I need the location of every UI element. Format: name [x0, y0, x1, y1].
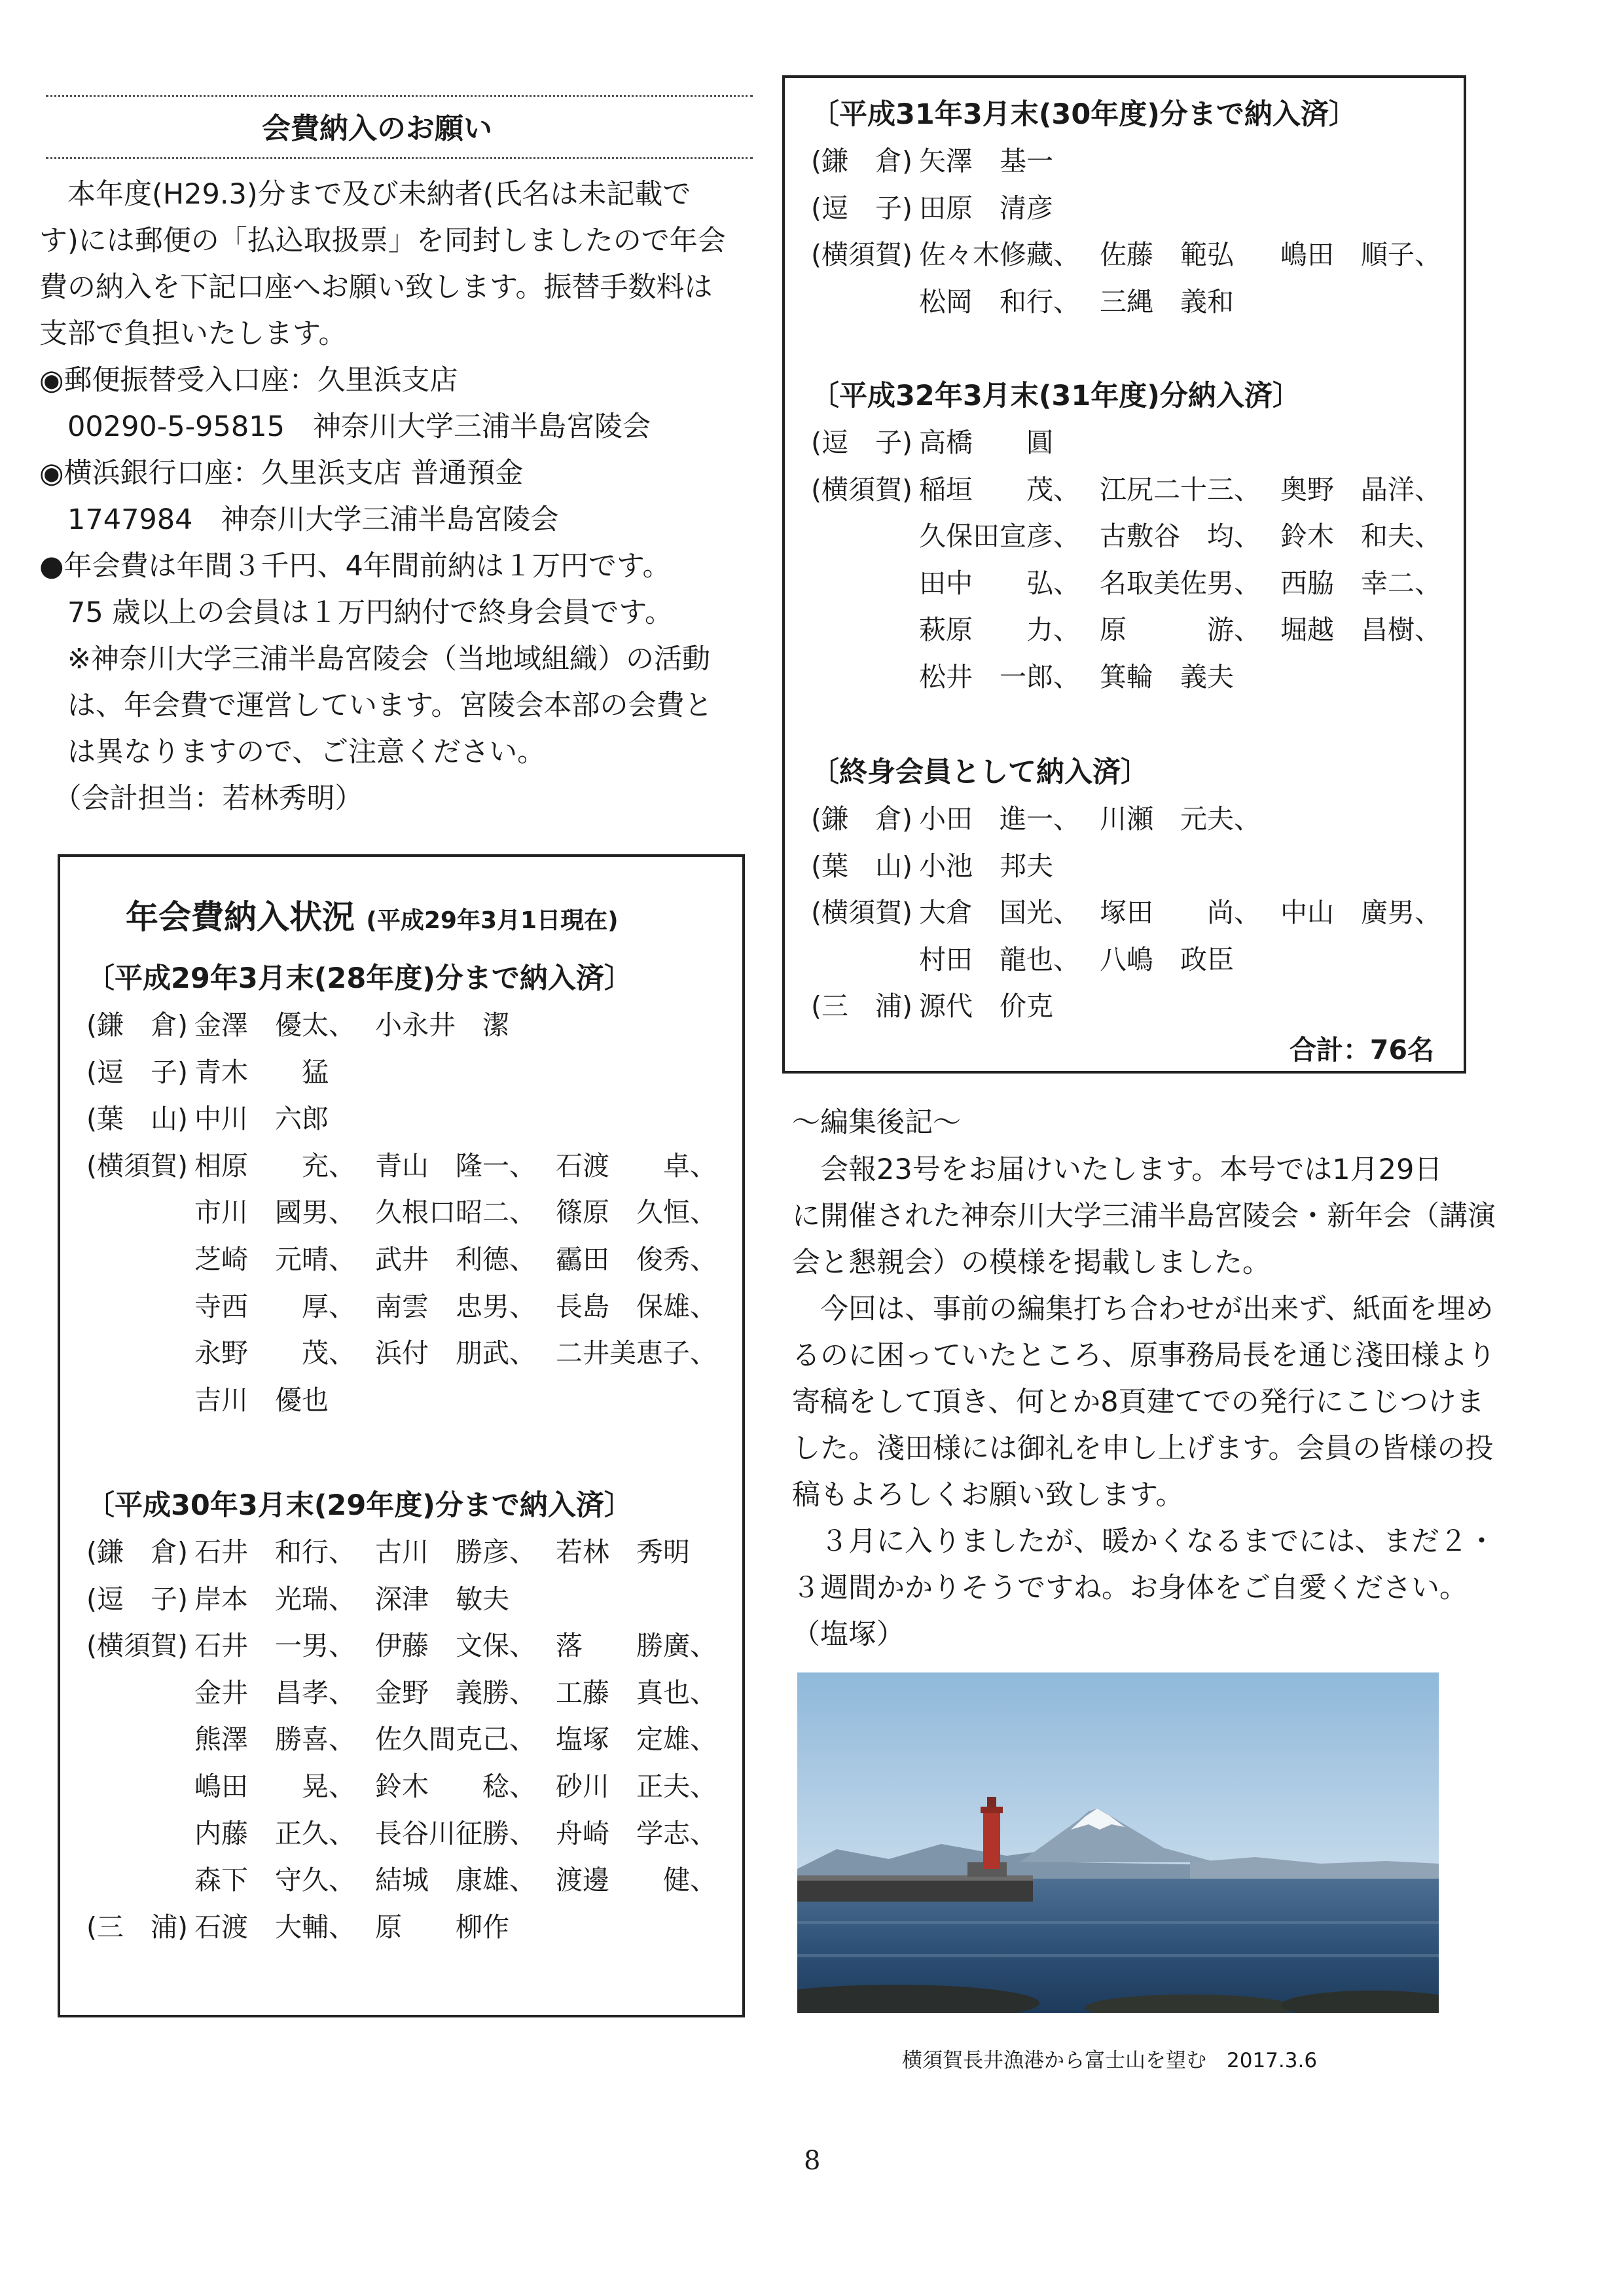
member-name: 原 柳作: [375, 1911, 509, 1943]
member-name: 靏田 俊秀、: [556, 1243, 717, 1275]
member-name: 結城 康雄、: [375, 1864, 536, 1896]
section-rows: [811, 796, 1441, 1030]
member-name: 中川 六郎: [194, 1103, 329, 1135]
member-name: 松井 一郎、: [919, 660, 1080, 693]
member-name: [1100, 185, 1280, 232]
request-line: ◉横浜銀行口座：久里浜支店 普通預金: [39, 457, 524, 490]
name-row: [811, 185, 1441, 232]
member-name: 鈴木 和夫、: [1280, 520, 1441, 552]
member-name: 松岡 和行、: [919, 285, 1080, 317]
status-subtitle: (平成29年3月1日現在): [366, 907, 619, 934]
postscript-line: に開催された神奈川大学三浦半島宮陵会・新年会（講演: [792, 1200, 1496, 1233]
name-row: [811, 232, 1441, 279]
request-line: 本年度(H29.3)分まで及び未納者(氏名は未記載で: [39, 178, 691, 211]
name-row: [811, 937, 1441, 984]
region-label: (逗 子): [811, 192, 912, 224]
name-row: [811, 654, 1441, 701]
status-title: 年会費納入状況: [126, 898, 355, 936]
member-name: 八嶋 政臣: [1100, 943, 1234, 975]
member-name: 熊澤 勝喜、: [194, 1724, 355, 1756]
region-label: [86, 1716, 194, 1763]
section-heading: 〔終身会員として納入済〕: [811, 756, 1149, 789]
name-row: [811, 513, 1441, 560]
member-name: 萩原 力、: [919, 614, 1080, 646]
harbor-photo: [797, 1672, 1439, 2013]
title-divider: [46, 157, 753, 159]
status-box-title: [126, 891, 619, 938]
region-label: (葉 山): [86, 1103, 188, 1135]
member-name: 寺西 厚、: [194, 1290, 355, 1322]
region-label: [86, 1811, 194, 1858]
name-row: [86, 1904, 717, 1951]
member-name: 小永井 潔: [375, 1009, 509, 1041]
member-name: 田原 清彦: [919, 192, 1053, 224]
status-section: [86, 1482, 717, 1951]
member-name: [375, 1049, 556, 1096]
request-line: ●年会費は年間３千円、4年間前納は１万円です。: [39, 550, 671, 583]
member-name: 原 游、: [1100, 614, 1261, 646]
name-row: [86, 1857, 717, 1904]
member-name: [1100, 420, 1280, 467]
member-name: 嶋田 晃、: [194, 1770, 355, 1802]
status-box-left: [58, 854, 745, 2017]
member-name: 田中 弘、: [919, 567, 1080, 599]
member-name: 久根口昭二、: [375, 1197, 536, 1229]
postscript-line: ３月に入りましたが、暖かくなるまでには、まだ２・: [792, 1525, 1496, 1558]
member-name: 久保田宣彦、: [919, 520, 1080, 552]
member-name: 舟崎 学志、: [556, 1817, 717, 1849]
member-name: [375, 1096, 556, 1143]
section-heading: 〔平成31年3月末(30年度)分まで納入済〕: [811, 98, 1357, 131]
section-rows: [811, 138, 1441, 325]
name-row: [811, 138, 1441, 185]
region-label: [86, 1284, 194, 1331]
request-line: は異なりますので、ご注意ください。: [39, 736, 546, 768]
member-name: 浜付 朋武、: [375, 1337, 536, 1369]
member-name: 塩塚 定雄、: [556, 1724, 717, 1756]
name-row: [86, 1763, 717, 1811]
member-name: 深津 敏夫: [375, 1583, 509, 1615]
member-name: 南雲 忠男、: [375, 1290, 536, 1322]
request-line: 支部で負担いたします。: [39, 317, 347, 350]
member-name: 嶋田 順子、: [1280, 239, 1441, 271]
name-row: [811, 279, 1441, 326]
status-section: [811, 749, 1441, 1030]
name-row: [811, 983, 1441, 1030]
request-line: ※神奈川大学三浦半島宮陵会（当地域組織）の活動: [39, 643, 711, 676]
member-name: 工藤 真也、: [556, 1676, 717, 1708]
member-name: 箕輪 義夫: [1100, 660, 1234, 693]
postscript-line: 今回は、事前の編集打ち合わせが出来ず、紙面を埋め: [792, 1293, 1494, 1326]
section-heading: 〔平成30年3月末(29年度)分まで納入済〕: [86, 1489, 632, 1522]
region-label: [811, 607, 919, 654]
request-body: [39, 172, 726, 822]
member-name: 森下 守久、: [194, 1864, 355, 1896]
member-name: 小田 進一、: [919, 803, 1080, 835]
section-heading: 〔平成32年3月末(31年度)分納入済〕: [811, 380, 1301, 412]
member-name: 石井 一男、: [194, 1630, 355, 1662]
name-row: [811, 843, 1441, 890]
member-name: 石井 和行、: [194, 1536, 355, 1568]
request-line: 75 歳以上の会員は１万円納付で終身会員です。: [39, 596, 673, 629]
region-label: [811, 654, 919, 701]
member-name: 西脇 幸二、: [1280, 567, 1441, 599]
region-label: [86, 1377, 194, 1424]
region-label: [86, 1670, 194, 1717]
member-name: 相原 充、: [194, 1149, 355, 1182]
name-row: [811, 467, 1441, 514]
region-label: (横須賀): [811, 897, 912, 929]
section-rows: [811, 420, 1441, 701]
member-name: 三縄 義和: [1100, 285, 1234, 317]
member-name: 渡邊 健、: [556, 1864, 717, 1896]
member-name: 永野 茂、: [194, 1337, 355, 1369]
postscript-line: 寄稿をして頂き、何とか8頁建てでの発行にこじつけま: [792, 1386, 1485, 1419]
region-label: [811, 560, 919, 607]
member-name: 長島 保雄、: [556, 1290, 717, 1322]
member-name: 中山 廣男、: [1280, 897, 1441, 929]
region-label: (横須賀): [86, 1149, 188, 1182]
total-count: 合計：76名: [1289, 1034, 1434, 1066]
member-name: 石渡 大輔、: [194, 1911, 355, 1943]
request-line: は、年会費で運営しています。宮陵会本部の会費と: [39, 689, 713, 722]
member-name: 岸本 光瑞、: [194, 1583, 355, 1615]
member-name: 青山 隆一、: [375, 1149, 536, 1182]
member-name: [375, 1377, 556, 1424]
member-name: 佐々木修藏、: [919, 239, 1080, 271]
region-label: (鎌 倉): [86, 1009, 188, 1041]
member-name: 篠原 久恒、: [556, 1197, 717, 1229]
fuji-harbor-illustration: [797, 1672, 1439, 2013]
region-label: (鎌 倉): [811, 145, 912, 177]
request-line: 00290-5-95815 神奈川大学三浦半島宮陵会: [39, 410, 651, 443]
status-box-right: [782, 75, 1466, 1074]
region-label: [86, 1763, 194, 1811]
member-name: 砂川 正夫、: [556, 1770, 717, 1802]
member-name: 二井美恵子、: [556, 1337, 717, 1369]
region-label: (葉 山): [811, 850, 912, 882]
member-name: 金井 昌孝、: [194, 1676, 355, 1708]
page-number: 8: [804, 2146, 821, 2176]
region-label: (逗 子): [811, 427, 912, 458]
member-name: 古川 勝彦、: [375, 1536, 536, 1568]
member-name: 古敷谷 均、: [1100, 520, 1261, 552]
member-name: 吉川 優也: [194, 1384, 329, 1416]
postscript-title: ～編集後記～: [792, 1106, 961, 1139]
postscript-line: 会報23号をお届けいたします。本号では1月29日: [792, 1153, 1443, 1186]
member-name: 源代 价克: [919, 990, 1053, 1022]
member-name: 塚田 尚、: [1100, 897, 1261, 929]
postscript-line: ３週間かかりそうですね。お身体をご自愛ください。: [792, 1572, 1468, 1604]
member-name: [1100, 983, 1280, 1030]
member-name: 江尻二十三、: [1100, 473, 1261, 505]
photo-caption: 横須賀長井漁港から富士山を望む 2017.3.6: [902, 2049, 1318, 2072]
name-row: [811, 890, 1441, 937]
name-row: [86, 1716, 717, 1763]
postscript-body: [792, 1147, 1496, 1658]
member-name: 金野 義勝、: [375, 1676, 536, 1708]
member-name: 金澤 優太、: [194, 1009, 355, 1041]
name-row: [86, 1237, 717, 1284]
region-label: (鎌 倉): [811, 803, 912, 835]
member-name: 武井 利德、: [375, 1243, 536, 1275]
request-line: 費の納入を下記口座へお願い致します。振替手数料は: [39, 271, 713, 304]
region-label: [811, 279, 919, 326]
member-name: 奥野 晶洋、: [1280, 473, 1441, 505]
member-name: 佐藤 範弘: [1100, 239, 1234, 271]
status-section: [811, 91, 1441, 325]
region-label: (逗 子): [86, 1056, 188, 1088]
region-label: [811, 513, 919, 560]
member-name: 芝崎 元晴、: [194, 1243, 355, 1275]
member-name: 内藤 正久、: [194, 1817, 355, 1849]
region-label: (逗 子): [86, 1583, 188, 1615]
member-name: [1100, 138, 1280, 185]
name-row: [86, 1049, 717, 1096]
name-row: [86, 1330, 717, 1377]
name-row: [811, 420, 1441, 467]
name-row: [86, 1623, 717, 1670]
member-name: 小池 邦夫: [919, 850, 1053, 882]
member-name: 大倉 国光、: [919, 897, 1080, 929]
member-name: 川瀬 元夫、: [1100, 803, 1261, 835]
name-row: [86, 1811, 717, 1858]
member-name: 佐久間克己、: [375, 1724, 536, 1756]
member-name: 若林 秀明: [556, 1536, 690, 1568]
status-section: [811, 372, 1441, 701]
request-line: す)には郵便の「払込取扱票」を同封しましたので年会: [39, 225, 726, 257]
member-name: 市川 國男、: [194, 1197, 355, 1229]
section-heading: 〔平成29年3月末(28年度)分まで納入済〕: [86, 962, 632, 995]
region-label: [86, 1237, 194, 1284]
postscript-line: （塩塚）: [792, 1618, 905, 1651]
section-rows: [86, 1002, 717, 1424]
member-name: 稲垣 茂、: [919, 473, 1080, 505]
member-name: [1100, 843, 1280, 890]
postscript-line: 稿もよろしくお願い致します。: [792, 1479, 1184, 1511]
name-row: [811, 560, 1441, 607]
name-row: [86, 1529, 717, 1576]
member-name: 長谷川征勝、: [375, 1817, 536, 1849]
region-label: (三 浦): [811, 990, 912, 1022]
member-name: 村田 龍也、: [919, 943, 1080, 975]
region-label: (横須賀): [86, 1630, 188, 1662]
member-name: 伊藤 文保、: [375, 1630, 536, 1662]
region-label: (横須賀): [811, 239, 912, 271]
name-row: [86, 1189, 717, 1237]
postscript-line: した。淺田様には御礼を申し上げます。会員の皆様の投: [792, 1432, 1494, 1465]
postscript-line: 会と懇親会）の模様を掲載しました。: [792, 1246, 1271, 1279]
region-label: [811, 937, 919, 984]
postscript-line: るのに困っていたところ、原事務局長を通じ淺田様より: [792, 1339, 1496, 1372]
name-row: [86, 1576, 717, 1623]
name-row: [86, 1143, 717, 1190]
member-name: 石渡 卓、: [556, 1149, 717, 1182]
member-name: 鈴木 稔、: [375, 1770, 536, 1802]
top-divider: [46, 95, 753, 97]
name-row: [86, 1284, 717, 1331]
name-row: [86, 1377, 717, 1424]
name-row: [811, 796, 1441, 843]
request-title: 会費納入のお願い: [262, 112, 492, 145]
request-line: ◉郵便振替受入口座：久里浜支店: [39, 364, 458, 397]
member-name: 堀越 昌樹、: [1280, 614, 1441, 646]
region-label: [86, 1857, 194, 1904]
name-row: [86, 1096, 717, 1143]
request-line: 1747984 神奈川大学三浦半島宮陵会: [39, 503, 559, 536]
member-name: 名取美佐男、: [1100, 567, 1261, 599]
name-row: [86, 1670, 717, 1717]
region-label: [86, 1330, 194, 1377]
member-name: 矢澤 基一: [919, 145, 1053, 177]
name-row: [86, 1002, 717, 1049]
member-name: 高橋 圓: [919, 427, 1053, 458]
request-line: （会計担当：若林秀明）: [39, 782, 363, 815]
member-name: 青木 猛: [194, 1056, 329, 1088]
region-label: (横須賀): [811, 473, 912, 505]
region-label: [86, 1189, 194, 1237]
region-label: (鎌 倉): [86, 1536, 188, 1568]
name-row: [811, 607, 1441, 654]
section-rows: [86, 1529, 717, 1951]
region-label: (三 浦): [86, 1911, 188, 1943]
member-name: 落 勝廣、: [556, 1630, 717, 1662]
status-section: [86, 955, 717, 1424]
